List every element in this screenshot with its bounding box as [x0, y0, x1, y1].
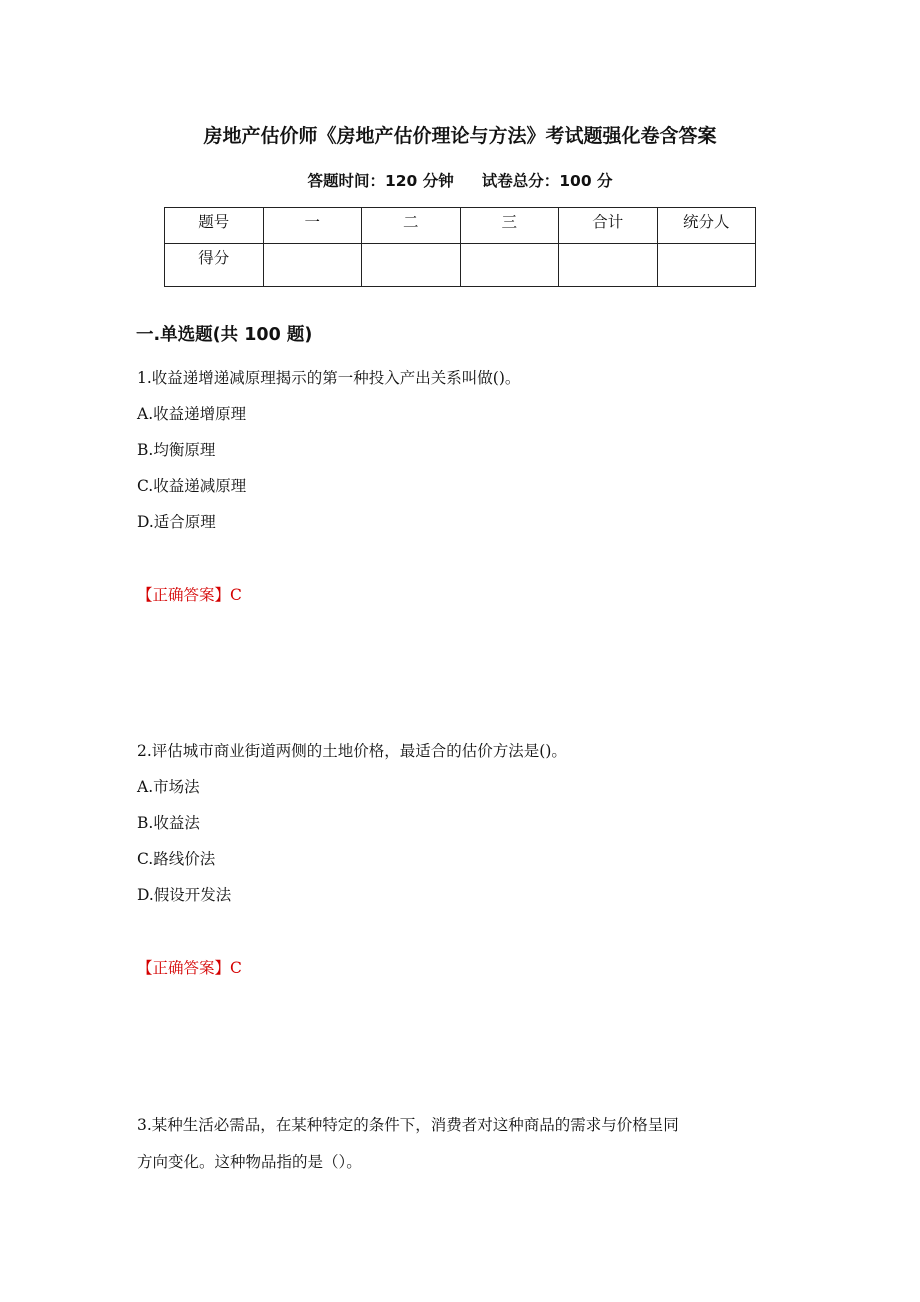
question-option: B.均衡原理 — [137, 441, 216, 459]
score-table-cell[interactable] — [657, 244, 756, 287]
question-stem-continued: 方向变化。这种物品指的是（）。 — [137, 1153, 362, 1171]
score-table-cell: 题号 — [165, 208, 264, 244]
question-option: C.收益递减原理 — [137, 477, 247, 495]
question-option: A.收益递增原理 — [137, 405, 247, 423]
exam-total-score: 试卷总分：100 分 — [481, 172, 613, 190]
correct-answer: 【正确答案】C — [137, 586, 242, 604]
score-table-cell[interactable] — [460, 244, 559, 287]
score-table-cell: 一 — [263, 208, 362, 244]
correct-answer: 【正确答案】C — [137, 959, 242, 977]
question-option: D.适合原理 — [137, 513, 216, 531]
score-table-cell: 合计 — [559, 208, 658, 244]
score-table-cell[interactable] — [263, 244, 362, 287]
score-table-score-row — [165, 244, 756, 287]
exam-meta — [0, 170, 920, 192]
score-table-header-row — [165, 208, 756, 244]
question-option: C.路线价法 — [137, 850, 216, 868]
score-table-cell: 得分 — [165, 244, 264, 287]
question-stem: 1.收益递增递减原理揭示的第一种投入产出关系叫做()。 — [137, 369, 521, 387]
question-option: A.市场法 — [137, 778, 200, 796]
section-title: 一.单选题(共 100 题) — [136, 325, 313, 345]
question-option: B.收益法 — [137, 814, 200, 832]
question-stem: 3.某种生活必需品，在某种特定的条件下，消费者对这种商品的需求与价格呈同 — [137, 1116, 679, 1134]
exam-time: 答题时间：120 分钟 — [307, 172, 454, 190]
score-table-cell: 统分人 — [657, 208, 756, 244]
score-table-cell[interactable] — [559, 244, 658, 287]
score-table-cell: 三 — [460, 208, 559, 244]
score-table-cell: 二 — [362, 208, 461, 244]
question-option: D.假设开发法 — [137, 886, 232, 904]
score-table — [164, 207, 756, 287]
document-title: 房地产估价师《房地产估价理论与方法》考试题强化卷含答案 — [203, 125, 717, 147]
score-table-cell[interactable] — [362, 244, 461, 287]
question-stem: 2.评估城市商业街道两侧的土地价格，最适合的估价方法是()。 — [137, 742, 567, 760]
